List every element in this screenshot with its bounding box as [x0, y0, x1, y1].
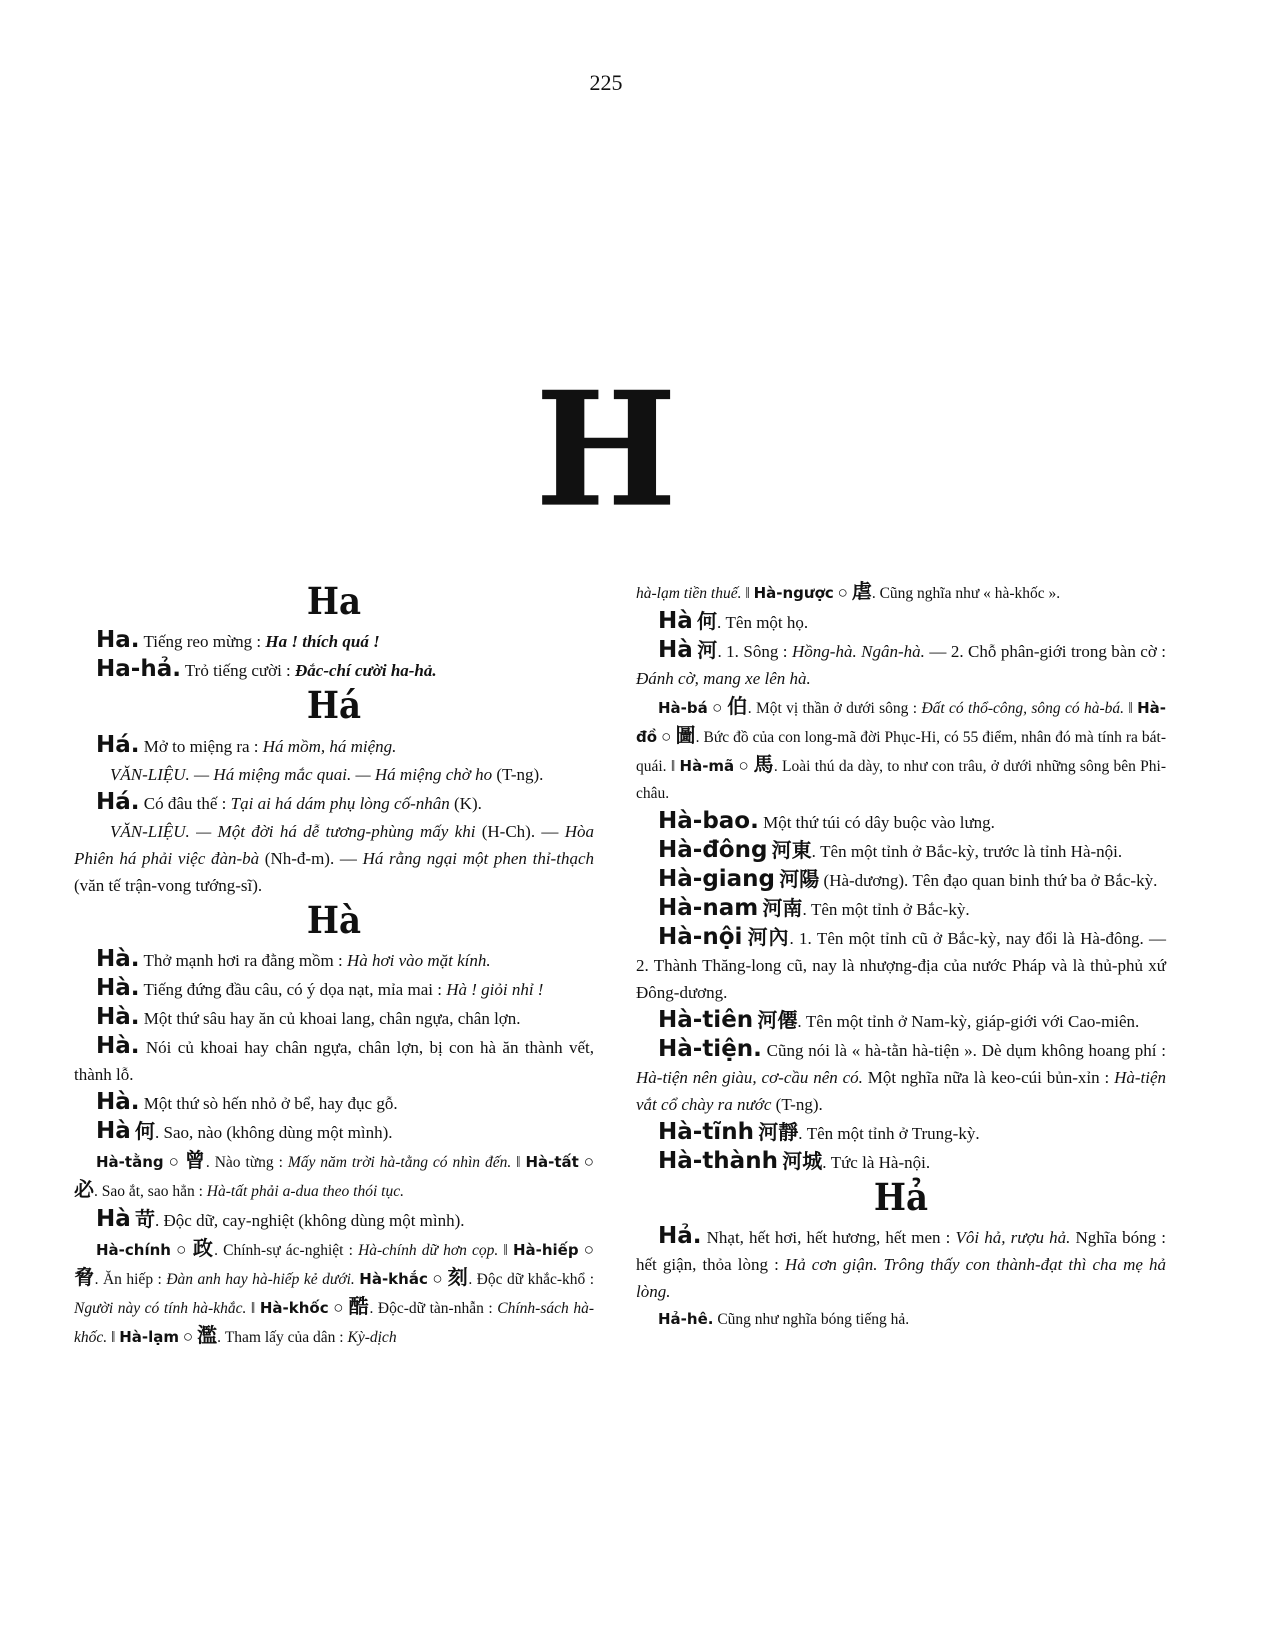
separator: ‖: [107, 1329, 120, 1347]
definition: Một nghĩa nữa là keo-cúi bủn-xỉn :: [862, 1068, 1115, 1087]
han-character: 酷: [348, 1294, 370, 1319]
entry-ha: [74, 627, 594, 655]
han-character: 何: [697, 609, 718, 633]
definition: Một thứ túi có dây buộc vào lưng.: [758, 813, 995, 832]
entry-ha-giang: [636, 866, 1166, 894]
han-character: 河僊: [757, 1008, 798, 1032]
subentry-headword: Hà-ngược: [753, 584, 834, 602]
headword: Hà-nội: [658, 924, 743, 950]
right-column: [636, 578, 1166, 1334]
section-heading-ha-hook: Hả: [873, 1175, 929, 1220]
headword: Há.: [96, 731, 140, 758]
definition: . Tham lấy của dân :: [217, 1329, 348, 1347]
headword: Hả.: [658, 1223, 702, 1250]
circle-mark: ○: [333, 1298, 345, 1318]
definition: . Tên một họ.: [717, 613, 809, 632]
definition: Trỏ tiếng cười :: [180, 661, 296, 681]
circle-mark: ○: [176, 1240, 188, 1260]
han-character: 何: [135, 1119, 156, 1144]
headword: Hà-bao.: [658, 808, 759, 834]
entry-ha-tien-province: [636, 1007, 1166, 1035]
source: (văn tế trận-vong tướng-sĩ).: [74, 875, 263, 895]
definition: Tiếng đứng đầu câu, có ý dọa nạt, mỉa mai :: [139, 980, 447, 1000]
example: Đàn anh hay hà-hiếp kẻ dưới.: [166, 1271, 355, 1289]
circle-mark: ○: [661, 727, 672, 746]
entry-ha-hook: [636, 1223, 1166, 1305]
entry-ha-he: [74, 1118, 594, 1146]
circle-mark: ○: [712, 698, 723, 717]
han-character: 曾: [184, 1148, 206, 1173]
van-lieu: [74, 761, 594, 788]
headword: Hà-tĩnh: [658, 1119, 754, 1145]
entry-ha-dong: [636, 837, 1166, 865]
headword: Hà-thành: [658, 1148, 778, 1174]
definition: . Nào từng :: [205, 1154, 288, 1172]
circle-mark: ○: [168, 1152, 180, 1172]
definition: . Tức là Hà-nội.: [822, 1153, 931, 1172]
definition: Cũng nói là « hà-tằn hà-tiện ». Dè dụm không hoang phí :: [761, 1041, 1166, 1060]
definition: . Bức đồ của con long-mã đời Phục-Hi, có 55 điểm, nhân đó mà tính ra bát-quái.: [636, 729, 1166, 775]
circle-mark: ○: [432, 1269, 444, 1289]
entry-ha-bao: [636, 808, 1166, 836]
definition: . Tên một tỉnh ở Bắc-kỳ.: [802, 900, 970, 919]
headword: Hà-giang: [658, 866, 776, 892]
subentries-ha-ha-2: [74, 1235, 594, 1351]
definition: . Sao ắt, sao hẳn :: [94, 1183, 207, 1201]
headword: Hà.: [96, 1089, 140, 1116]
definition: Một thứ sò hến nhỏ ở bể, hay đục gỗ.: [139, 1094, 398, 1114]
entry-ha-surname: [636, 608, 1166, 636]
subentry-headword: Hà-tất: [525, 1153, 579, 1172]
van-lieu: [74, 818, 594, 899]
section-letter: H: [535, 357, 677, 543]
entry-ha-grave-2: [74, 975, 594, 1003]
headword: Há.: [96, 788, 140, 815]
circle-mark: ○: [583, 1152, 595, 1172]
headword: Hà-tiên: [658, 1007, 754, 1033]
headword: Hà.: [96, 1004, 140, 1031]
separator: ‖: [666, 758, 680, 775]
source: (T-ng).: [496, 764, 544, 784]
example: Hà-tiện nên giàu, cơ-cầu nên có.: [636, 1068, 863, 1087]
van-lieu-text: Há rằng ngại một phen thỉ-thạch: [362, 848, 594, 868]
subentries-ha-river: [636, 693, 1166, 807]
han-character: 伯: [727, 694, 748, 718]
entry-ha-grave-3: [74, 1004, 594, 1032]
headword: Ha-hả.: [96, 656, 181, 683]
han-character: 河南: [762, 896, 803, 920]
subentry-headword: Hà-khắc: [359, 1270, 428, 1289]
han-character: 河內: [747, 925, 790, 949]
source: (T-ng).: [771, 1095, 823, 1114]
subentry-headword: Hà-mã: [679, 757, 735, 775]
han-character: 政: [192, 1236, 215, 1261]
definition: . Cũng nghĩa như « hà-khốc ».: [871, 585, 1061, 602]
definition: . Tên một tỉnh ở Bắc-kỳ, trước là tỉnh Hà-nội.: [811, 842, 1123, 861]
subentry-headword: Hà-đồ: [636, 699, 1166, 746]
separator: ‖: [1124, 700, 1138, 717]
han-character: 脅: [74, 1265, 95, 1290]
subentry-ha-he: [636, 1306, 1166, 1333]
entry-ha-tinh: [636, 1119, 1166, 1147]
circle-mark: ○: [583, 1240, 595, 1260]
entry-ha-acute-1: [74, 732, 594, 760]
circle-mark: ○: [837, 583, 848, 602]
definition: . Ăn hiếp :: [94, 1271, 167, 1289]
separator: ‖: [741, 585, 754, 602]
section-heading-ha-acute: Há: [306, 684, 362, 729]
circle-mark: ○: [738, 756, 750, 775]
entry-ha-grave-5: [74, 1089, 594, 1117]
definition: — 2. Chỗ phân-giới trong bàn cờ :: [924, 642, 1167, 661]
source: (H-Ch). —: [475, 821, 565, 841]
han-character: 苛: [135, 1207, 156, 1232]
headword: Hà.: [96, 975, 140, 1002]
separator: ‖: [498, 1242, 513, 1260]
han-character: 馬: [753, 752, 774, 776]
definition: (Hà-dương). Tên đạo quan binh thứ ba ở Bắc-kỳ.: [819, 871, 1158, 890]
headword: Hà.: [96, 1033, 140, 1060]
headword: Hà-đông: [658, 837, 768, 863]
han-character: 河東: [771, 838, 812, 862]
definition: . Tên một tỉnh ở Nam-kỳ, giáp-giới với Cao-miên.: [797, 1012, 1140, 1031]
example: Hà ! giỏi nhỉ !: [446, 980, 544, 1000]
han-character: 刻: [447, 1265, 469, 1290]
definition: . Độc dữ khắc-khổ :: [468, 1271, 595, 1289]
definition: Tiếng reo mừng :: [139, 632, 266, 652]
van-lieu-text: VĂN-LIỆU. — Một đời há dễ tương-phùng mấy khi: [110, 821, 476, 841]
han-character: 河城: [782, 1149, 823, 1173]
example: Đánh cờ, mang xe lên hà.: [636, 669, 811, 688]
headword: Hà-nam: [658, 895, 759, 921]
subentry-headword: Hà-tằng: [96, 1153, 164, 1172]
definition: . Độc-dữ tàn-nhẫn :: [369, 1300, 498, 1318]
example: Người này có tính hà-khắc.: [74, 1300, 247, 1318]
source: (Nh-đ-m). —: [259, 848, 363, 868]
example: Đắc-chí cười ha-hả.: [295, 661, 437, 681]
example: Tại ai há dám phụ lòng cố-nhân: [230, 793, 450, 813]
example: Hà-tất phải a-dua theo thói tục.: [206, 1183, 404, 1201]
example: Vôi hả, rượu hả.: [955, 1228, 1071, 1248]
headword: Ha.: [96, 627, 140, 654]
left-column: [74, 580, 594, 1352]
han-character: 河陽: [779, 867, 820, 891]
definition: . Một vị thần ở dưới sông :: [747, 700, 922, 717]
headword: Hà.: [96, 946, 140, 973]
example: Hà-tiện vắt cổ chày ra nước: [636, 1068, 1166, 1114]
entry-ha-ha: [74, 656, 594, 684]
example: Hà-chính dữ hơn cọp.: [358, 1242, 499, 1260]
example: Hả cơn giận. Trông thấy con thành-đạt thì cha mẹ hả lòng.: [636, 1255, 1166, 1302]
van-lieu-text: VĂN-LIỆU. — Há miệng mắc quai. — Há miệng chờ ho: [110, 764, 493, 784]
entry-ha-grave-4: [74, 1033, 594, 1088]
han-character: 河靜: [758, 1120, 799, 1144]
han-character: 河: [697, 638, 718, 662]
entry-ha-river: [636, 637, 1166, 692]
entry-ha-nam: [636, 895, 1166, 923]
headword: Hà: [658, 608, 693, 634]
entry-ha-tien-thrifty: [636, 1036, 1166, 1118]
definition: . Loài thú da dày, to như con trâu, ở dưới những sông bên Phi-châu.: [636, 758, 1167, 802]
han-character: 必: [74, 1177, 94, 1202]
definition: Thở mạnh hơi ra đằng mồm :: [139, 951, 347, 971]
subentry-headword: Hà-chính: [96, 1241, 171, 1260]
han-character: 圖: [675, 723, 696, 747]
definition: . Tên một tỉnh ở Trung-kỳ.: [798, 1124, 980, 1143]
entry-ha-thanh: [636, 1148, 1166, 1176]
definition: . Độc dữ, cay-nghiệt (không dùng một mình).: [155, 1211, 465, 1231]
subentry-headword: Hả-hê.: [658, 1310, 714, 1329]
source: (K).: [449, 793, 482, 813]
definition: Một thứ sâu hay ăn củ khoai lang, chân ngựa, chân lợn.: [139, 1009, 521, 1029]
definition: Cũng như nghĩa bóng tiếng hả.: [713, 1311, 910, 1329]
section-heading-ha: Ha: [306, 579, 362, 624]
entry-ha-acute-2: [74, 789, 594, 817]
example: Hà hơi vào mặt kính.: [347, 951, 491, 971]
subentry-headword: Hà-hiếp: [512, 1241, 579, 1260]
separator: ‖: [511, 1154, 526, 1172]
section-heading-ha-grave: Hà: [306, 898, 362, 943]
entry-ha-noi: [636, 924, 1166, 1006]
headword: Hà: [96, 1206, 131, 1233]
definition: Nhạt, hết hơi, hết hương, hết men :: [701, 1228, 956, 1248]
headword: Hà: [658, 637, 693, 663]
subentries-ha-he: [74, 1147, 594, 1205]
subentry-headword: Hà-lạm: [119, 1328, 180, 1347]
example: Ha ! thích quá !: [265, 632, 380, 652]
han-character: 虐: [851, 579, 872, 603]
example: hà-lạm tiền thuế.: [636, 585, 742, 602]
definition: . Chính-sự ác-nghiệt :: [214, 1242, 359, 1260]
van-lieu-text: Hòa Phiên há phải việc đàn-bà: [74, 821, 594, 868]
continued-subentries: [636, 578, 1166, 607]
definition: Có đâu thế :: [139, 793, 231, 813]
definition: . 1. Tên một tỉnh cũ ở Bắc-kỳ, nay đổi là Hà-đông. — 2. Thành Thăng-long cũ, nay là nhượng-địa của nước Pháp và là thủ-phủ xứ Đông-dương.: [636, 929, 1167, 1002]
subentry-headword: Hà-bá: [658, 699, 708, 717]
example: Hồng-hà. Ngân-hà.: [792, 642, 925, 661]
subentry-headword: Hà-khốc: [259, 1299, 329, 1318]
example: Mấy năm trời hà-tằng có nhìn đến.: [287, 1154, 512, 1172]
entry-ha-grave-1: [74, 946, 594, 974]
headword: Hà: [96, 1118, 131, 1145]
han-character: 濫: [197, 1323, 218, 1348]
headword: Hà-tiện.: [658, 1036, 762, 1062]
example: Há mồm, há miệng.: [262, 736, 397, 756]
definition: . 1. Sông :: [717, 642, 792, 661]
example: Kỳ-dịch: [347, 1329, 397, 1347]
example: Đất có thổ-công, sông có hà-bá.: [921, 700, 1125, 717]
definition: . Sao, nào (không dùng một mình).: [155, 1123, 393, 1143]
example: Chính-sách hà-khốc.: [74, 1300, 594, 1347]
entry-ha-ha-2: [74, 1206, 594, 1234]
page-number: 225: [589, 70, 623, 95]
circle-mark: ○: [182, 1327, 194, 1347]
definition: Mở to miệng ra :: [139, 736, 263, 756]
separator: ‖: [246, 1300, 260, 1318]
definition: Nghĩa bóng : hết giận, thỏa lòng :: [636, 1228, 1166, 1275]
definition: Nói củ khoai hay chân ngựa, chân lợn, bị con hà ăn thành vết, thành lỗ.: [74, 1038, 594, 1085]
